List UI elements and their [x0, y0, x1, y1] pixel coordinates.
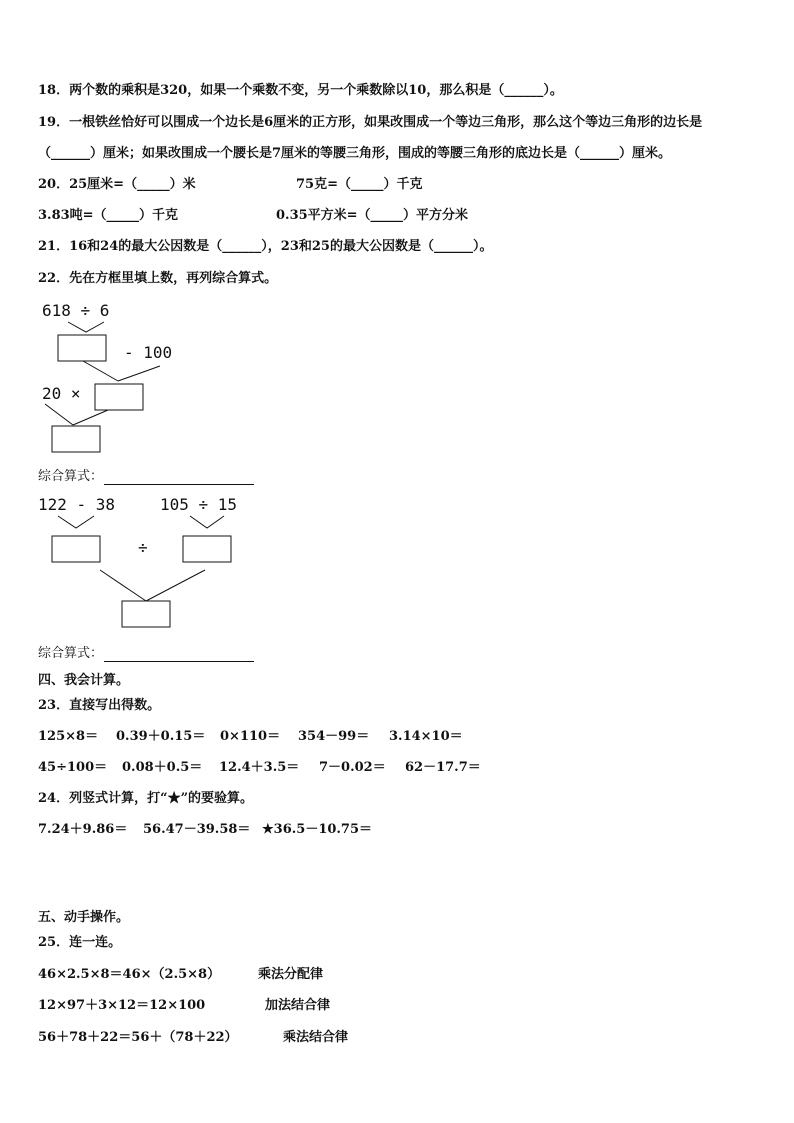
diagram1-line-1 [83, 361, 118, 381]
question-20-a: 20．25厘米=（_____）米 [38, 177, 196, 192]
diagram2-box-right [183, 536, 231, 562]
diagram1-box-3 [52, 426, 100, 452]
diagram2-line-left [100, 570, 146, 601]
q23-r1-c4: 354－99＝ [298, 729, 370, 744]
q23-r2-c1: 45÷100＝ [38, 760, 108, 775]
q23-r1-c2: 0.39＋0.15＝ [116, 729, 206, 744]
diagram2-bracket-right [190, 516, 224, 528]
question-20-b: 75克=（_____）千克 [296, 177, 423, 192]
q23-r2-c2: 0.08＋0.5＝ [122, 760, 203, 775]
q25-left-2: 12×97＋3×12＝12×100 [38, 998, 206, 1013]
combined-formula-blank-2 [104, 660, 254, 662]
diagram2-divide-sign: ÷ [138, 538, 148, 557]
diagram2-box-left [52, 536, 100, 562]
diagram1-line-3 [45, 404, 73, 425]
q25-right-3: 乘法结合律 [283, 1030, 349, 1045]
q23-r2-c4: 7－0.02＝ [319, 760, 386, 775]
diagram2-left-expression: 122 - 38 [38, 495, 116, 514]
diagram1-box-1 [58, 335, 106, 361]
question-20-d: 0.35平方米=（_____）平方分米 [276, 208, 469, 223]
section-5-title: 五、动手操作。 [38, 910, 130, 925]
diagram2-box-bottom [122, 601, 170, 627]
question-22: 22．先在方框里填上数，再列综合算式。 [38, 271, 278, 286]
diagram1-top-expression: 618 ÷ 6 [42, 301, 110, 320]
q23-r2-c3: 12.4＋3.5＝ [219, 760, 300, 775]
combined-formula-label-1: 综合算式： [38, 469, 104, 484]
question-18: 18．两个数的乘积是320，如果一个乘数不变，另一个乘数除以10，那么积是（______）。 [38, 83, 563, 98]
q23-r2-c5: 62－17.7＝ [405, 760, 481, 775]
q23-r1-c1: 125×8＝ [38, 729, 99, 744]
q23-r1-c5: 3.14×10＝ [389, 729, 463, 744]
combined-formula-label-2: 综合算式： [38, 646, 104, 661]
question-25: 25．连一连。 [38, 935, 122, 950]
question-21: 21．16和24的最大公因数是（______），23和25的最大公因数是（______）。 [38, 239, 493, 254]
q25-left-3: 56＋78＋22＝56＋（78＋22） [38, 1030, 238, 1045]
question-19-line2: （______）厘米；如果改围成一个腰长是7厘米的等腰三角形，围成的等腰三角形的底边长是（______）厘米。 [38, 146, 672, 161]
diagram1-times-20: 20 × [42, 384, 81, 403]
diagram1-line-2 [118, 366, 160, 381]
diagram1-box-2 [95, 384, 143, 410]
diagram1-minus-100: - 100 [124, 343, 173, 362]
diagram2-bracket-left [58, 516, 94, 528]
q24-item-1: 7.24＋9.86＝ [38, 822, 128, 837]
combined-formula-blank-1 [104, 483, 254, 485]
section-4-title: 四、我会计算。 [38, 673, 130, 688]
diagram1-bracket-top [68, 322, 104, 332]
q25-right-1: 乘法分配律 [258, 967, 324, 982]
q25-left-1: 46×2.5×8＝46×（2.5×8） [38, 967, 221, 982]
question-24: 24．列竖式计算，打“★”的要验算。 [38, 791, 254, 806]
diagram1-line-4 [73, 410, 108, 425]
q23-r1-c3: 0×110＝ [220, 729, 281, 744]
q24-item-2: 56.47－39.58＝ [143, 822, 251, 837]
question-19-line1: 19．一根铁丝恰好可以围成一个边长是6厘米的正方形，如果改围成一个等边三角形，那么这个等边三角形的边长是 [38, 115, 703, 130]
question-20-c: 3.83吨=（_____）千克 [38, 208, 179, 223]
question-23: 23．直接写出得数。 [38, 698, 161, 713]
q25-right-2: 加法结合律 [265, 998, 331, 1013]
diagram2-right-expression: 105 ÷ 15 [160, 495, 238, 514]
q24-item-3: ★36.5－10.75＝ [262, 822, 373, 837]
diagram2-line-right [146, 570, 205, 601]
